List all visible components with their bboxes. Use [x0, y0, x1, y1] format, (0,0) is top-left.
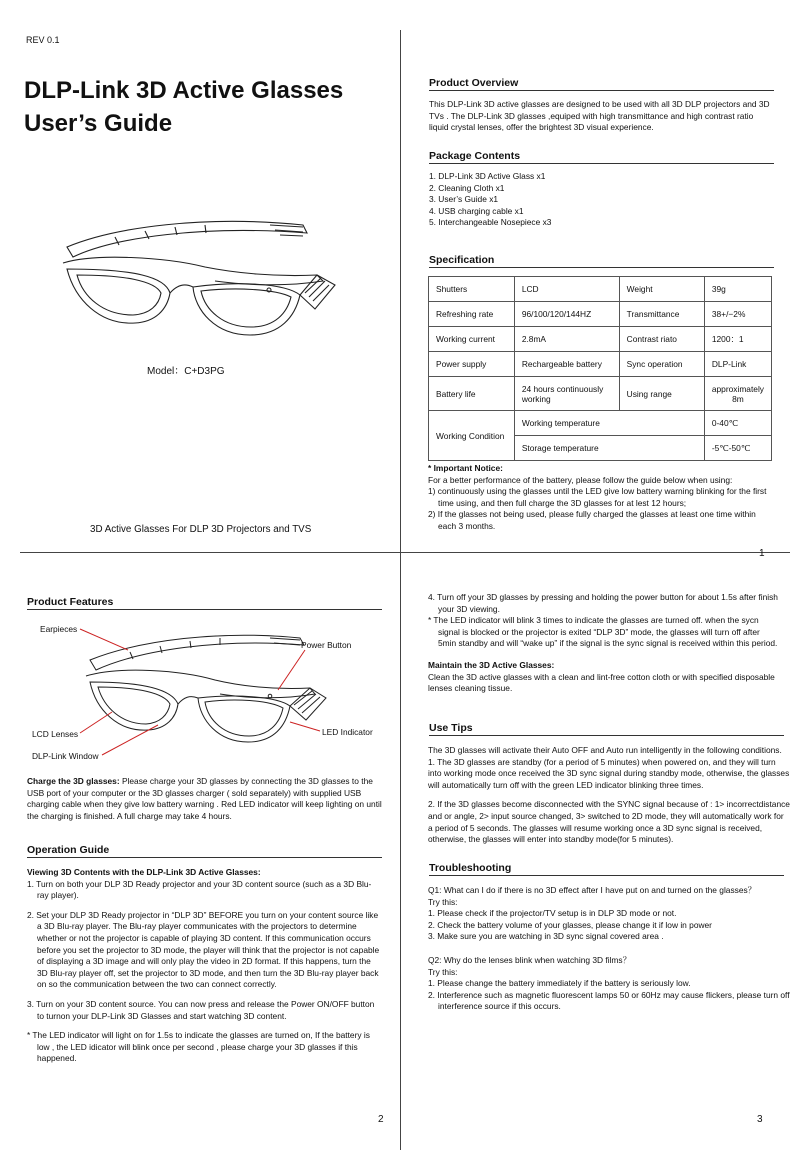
notice-heading: * Important Notice:	[428, 463, 503, 473]
notice-item: 2) If the glasses not being used, please fully charged the glasses at least one time within each 3 months.	[428, 509, 756, 531]
earpieces-label: Earpieces	[40, 624, 78, 634]
table-cell: Using range	[619, 377, 704, 411]
table-cell: Rechargeable battery	[514, 352, 619, 377]
table-cell: 96/100/120/144HZ	[514, 302, 619, 327]
table-cell: Power supply	[429, 352, 515, 377]
section-heading-product-overview: Product Overview	[429, 77, 519, 89]
list-item: 5. Interchangeable Nosepiece x3	[429, 217, 552, 228]
try-label: Try this:	[428, 966, 458, 977]
list-item: 4. USB charging cable x1	[429, 205, 524, 216]
table-cell: Working Condition	[429, 411, 515, 461]
charge-instructions	[27, 776, 383, 822]
try-label: Try this:	[428, 896, 458, 907]
section-rule	[27, 857, 382, 858]
table-row	[429, 302, 772, 327]
section-rule	[429, 735, 784, 736]
page-number: 1	[759, 548, 765, 559]
table-cell: Storage temperature	[514, 436, 704, 461]
important-notice	[428, 463, 776, 533]
tips-paragraph: 1. The 3D glasses are standby (for a period of 5 minutes) when powered on, and they will turn into working mode once received the 3D sync signal during standby mode, otherwise, the glasses will automatically turn off with the green LED indicator blinking three times.	[428, 756, 790, 790]
table-cell: -5℃-50℃	[704, 436, 771, 461]
troubleshooting-text	[428, 885, 790, 1013]
operation-step: 2. Set your DLP 3D Ready projector in “DLP 3D” BEFORE you turn on your content source like a 3D Blu-ray player. The Blu-ray player communicates with the projectors to determine whether or not the projector is capable of playing 3D content. If this communication occurs before you set the projector to 3D mode, the player will think that the projector is not capable of displaying a 3D image and will only play the video in 2D format. If this happens, turn the 3D Blu-ray player off, set the projector to 3D mode, and then turn the 3D Blu-ray player back on so the communication between the two can connect correctly.	[27, 909, 380, 990]
section-rule	[429, 163, 774, 164]
product-overview-text: This DLP-Link 3D active glasses are designed to be used with all 3D DLP projectors and 3D TVs . The DLP-Link 3D glasses ,equiped with high transmittance and high contrast ratio liquid crystal lenses, offer the brightest 3D visual experience.	[429, 99, 770, 133]
notice-intro: For a better performance of the battery, please follow the guide below when using:	[428, 474, 733, 485]
section-heading-operation-guide: Operation Guide	[27, 844, 110, 856]
table-cell: Battery life	[429, 377, 515, 411]
charge-text: Please charge your 3D glasses by connecting the 3D glasses to the USB port of your computer or the 3D glasses charger ( sold separately) with supplied USB charging cable when they give low battery warning . Red LED indicator will keep lighting on until the charging is finished. A full charge may take 4 hours.	[27, 776, 382, 821]
section-heading-specification: Specification	[429, 254, 495, 266]
table-cell: Shutters	[429, 277, 515, 302]
table-cell: LCD	[514, 277, 619, 302]
lcd-lenses-label: LCD Lenses	[32, 729, 79, 739]
table-cell: Working current	[429, 327, 515, 352]
table-row	[429, 352, 772, 377]
list-item: 2. Cleaning Cloth x1	[429, 182, 505, 193]
operation-subheading: Viewing 3D Contents with the DLP-Link 3D Active Glasses:	[27, 867, 261, 877]
section-rule	[429, 875, 784, 876]
led-indicator-label: LED Indicator	[322, 727, 373, 737]
revision-label: REV 0.1	[26, 35, 60, 45]
section-heading-troubleshooting: Troubleshooting	[429, 862, 512, 874]
section-heading-use-tips: Use Tips	[429, 722, 473, 734]
maintain-heading: Maintain the 3D Active Glasses:	[428, 659, 555, 670]
operation-step: 3. Turn on your 3D content source. You can now press and release the Power ON/OFF button to turnon your DLP-Link 3D Glasses and start watching 3D content.	[27, 998, 375, 1021]
cover-subtitle: 3D Active Glasses For DLP 3D Projectors and TVS	[90, 524, 312, 535]
led-note: * The LED indicator will blink 3 times to indicate the glasses are turned off. when the sycn signal is blocked or the projector is exited “DLP 3D” mode, the glasses will turn off after 5min standby and will “wake up” if the signal is the sync signal is received within this period.	[428, 615, 778, 649]
page3-top-text	[428, 592, 778, 695]
answer: 3. Make sure you are watching in 3D sync signal covered area .	[428, 931, 664, 942]
table-cell: Sync operation	[619, 352, 704, 377]
maintain-text: Clean the 3D active glasses with a clean and lint-free cotton cloth or with specified disposable lenses cleaning tissue.	[428, 671, 775, 694]
table-cell: 38+/−2%	[704, 302, 771, 327]
question: Q2: Why do the lenses blink when watching 3D films？	[428, 954, 631, 965]
question: Q1: What can I do if there is no 3D effect after I have put on and turned on the glasses？	[428, 885, 757, 895]
use-tips-text	[428, 745, 790, 846]
table-cell: DLP-Link	[704, 352, 771, 377]
section-rule	[429, 267, 774, 268]
table-cell: Contrast riato	[619, 327, 704, 352]
cover-title-line1: DLP-Link 3D Active Glasses	[24, 77, 344, 104]
package-contents-list	[429, 171, 774, 229]
feature-callout-lines	[0, 0, 400, 800]
table-cell: 39g	[704, 277, 771, 302]
answer: 2. Interference such as magnetic fluorescent lamps 50 or 60Hz may cause flickers, please turn off interference source if this occurs.	[428, 989, 790, 1012]
tips-paragraph: The 3D glasses will activate their Auto OFF and Auto run intelligently in the following conditions.	[428, 745, 782, 755]
page-divider-vertical	[400, 30, 401, 1150]
notice-item: 1) continuously using the glasses until the LED give low battery warning blinking for the first time using, and then full charge the 3D glasses for at lest 12 hours;	[428, 486, 767, 508]
section-heading-package-contents: Package Contents	[429, 150, 521, 162]
answer: 1. Please change the battery immediately if the battery is seriously low.	[428, 978, 691, 989]
table-cell: 0-40℃	[704, 411, 771, 436]
table-cell: Transmittance	[619, 302, 704, 327]
cover-title-line2: User’s Guide	[24, 110, 173, 137]
dlp-link-window-label: DLP-Link Window	[32, 751, 99, 761]
table-cell: Weight	[619, 277, 704, 302]
operation-note: * The LED indicator will light on for 1.5s to indicate the glasses are turned on, If the battery is low , the LED idicator will blink once per second , please charge your 3D glasses if this happened.	[27, 1030, 370, 1064]
operation-step: 1. Turn on both your DLP 3D Ready projector and your 3D content source (such as a 3D Blu-ray player).	[27, 878, 372, 901]
page-number: 3	[757, 1114, 763, 1125]
page-number: 2	[378, 1114, 384, 1125]
answer: 1. Please check if the projector/TV setup is in DLP 3D mode or not.	[428, 908, 677, 919]
model-label: Model：C+D3PG	[147, 366, 225, 377]
table-cell: 1200：1	[704, 327, 771, 352]
specification-table	[428, 276, 772, 461]
operation-guide-text	[27, 867, 382, 1065]
charge-heading: Charge the 3D glasses:	[27, 776, 120, 786]
table-row	[429, 377, 772, 411]
table-cell: Working temperature	[514, 411, 704, 436]
list-item: 3. User’s Guide x1	[429, 194, 499, 205]
table-cell: Refreshing rate	[429, 302, 515, 327]
table-row	[429, 327, 772, 352]
answer: 2. Check the battery volume of your glasses, please change it if low in power	[428, 919, 712, 930]
section-heading-product-features: Product Features	[27, 596, 114, 608]
operation-step: 4. Turn off your 3D glasses by pressing and holding the power button for about 1.5s after finish your 3D viewing.	[428, 592, 778, 614]
section-rule	[429, 90, 774, 91]
tips-paragraph: 2. If the 3D glasses become disconnected with the SYNC signal because of : 1> incorrectdistance and or angle, 2> input source changed, 3> switched to 2D mode, they will automatically work for a period of 5 seconds. The glasses will resume working once a 3D sync signal is received, otherwise, the glasses will enter into standby mode(for 5 minutes).	[428, 799, 790, 845]
table-cell: 2.8mA	[514, 327, 619, 352]
list-item: 1. DLP-Link 3D Active Glass x1	[429, 171, 546, 181]
table-cell: 24 hours continuously working	[514, 377, 619, 411]
table-row	[429, 277, 772, 302]
table-row	[429, 411, 772, 436]
table-cell: approximately 8m	[704, 377, 771, 411]
power-button-label: Power Button	[301, 640, 352, 650]
